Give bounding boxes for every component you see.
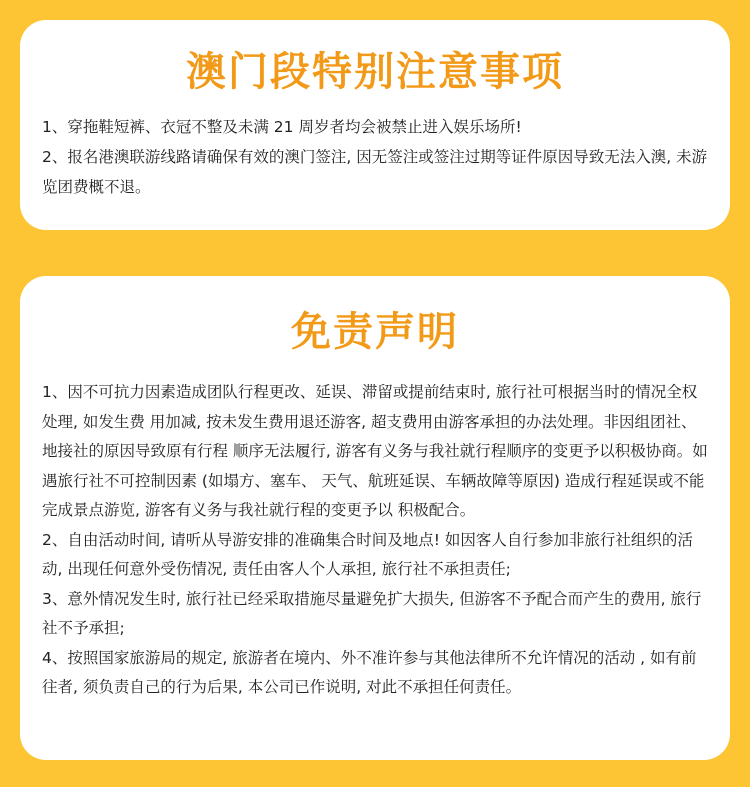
disclaimer-body (20, 378, 730, 703)
disclaimer-item: 1、因不可抗力因素造成团队行程更改、延误、滞留或提前结束时, 旅行社可根据当时的情况全权处理, 如发生费 用加减, 按未发生费用退还游客, 超支费用由游客承担的办法处理。非因组团社、地接社的原因导致原有行程 顺序无法履行, 游客有义务与我社就行程顺序的变更予以积极协商。如遇旅行社不可控制因素 (如塌方、塞车、 天气、航班延误、车辆故障等原因) 造成行程延误或不能完成景点游览, 游客有义务与我社就行程的变更予以 积极配合。 (42, 383, 708, 519)
disclaimer-item: 3、意外情况发生时, 旅行社已经采取措施尽量避免扩大损失, 但游客不予配合而产生的费用, 旅行社不予承担; (42, 589, 702, 637)
disclaimer-item: 2、自由活动时间, 请听从导游安排的准确集合时间及地点! 如因客人自行参加非旅行社组织的活动, 出现任何意外受伤情况, 责任由客人个人承担, 旅行社不承担责任; (42, 530, 693, 578)
macau-notice-item: 2、报名港澳联游线路请确保有效的澳门签注, 因无签注或签注过期等证件原因导致无法入澳, 未游览团费概不退。 (42, 148, 708, 196)
macau-notice-card (20, 20, 730, 230)
disclaimer-title: 免责声明 (291, 309, 459, 355)
disclaimer-item: 4、按照国家旅游局的规定, 旅游者在境内、外不准许参与其他法律所不允许情况的活动 , 如有前往者, 须负责自己的行为后果, 本公司已作说明, 对此不承担任何责任。 (42, 648, 697, 696)
disclaimer-card (20, 276, 730, 760)
macau-notice-title: 澳门段特别注意事项 (186, 49, 564, 95)
macau-notice-item: 1、穿拖鞋短裤、衣冠不整及未满 21 周岁者均会被禁止进入娱乐场所! (42, 118, 522, 136)
macau-notice-body (20, 112, 730, 202)
